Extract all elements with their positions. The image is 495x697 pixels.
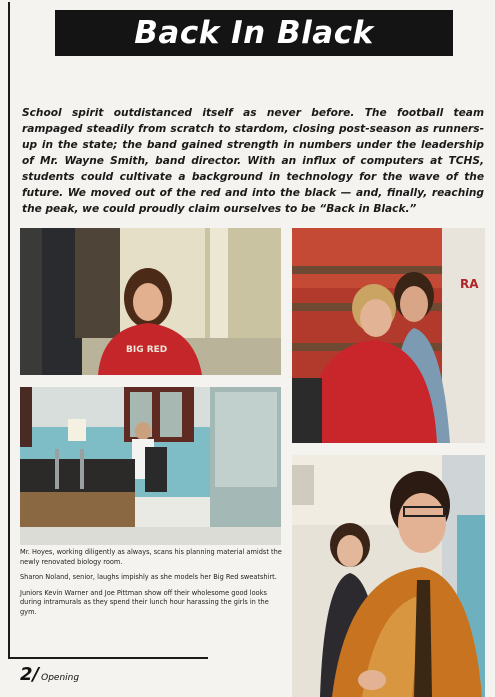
photo-girl-sweatshirt	[20, 228, 281, 375]
intro-paragraph: School spirit outdistanced itself as never before. The football team rampaged steadily from scratch to stardom, closing post-season as runners-up in the state; the band gained strength in numbers under the leadership of Mr. Wayne Smith, band director. With an influx of computers at TCHS, students could cultivate a background in technology for the wave of the future. We moved out of the red and into the black — and, finally, reaching the peak, we could proudly claim ourselves to be “Back in Black.”	[22, 107, 484, 215]
photo-students-gym	[292, 455, 485, 697]
photo-captions	[20, 548, 282, 623]
caption-sharon-noland: Sharon Noland, senior, laughs impishly as she models her Big Red sweatshirt.	[20, 573, 277, 581]
caption-teacher: Mr. Hoyes, working diligently as always, scans his planning material amidst the newly renovated biology room.	[20, 548, 282, 566]
page-title: Back In Black	[55, 10, 453, 56]
section-name: Opening	[41, 673, 80, 683]
page-number: 2/	[20, 664, 40, 685]
sweatshirt-lettering: BIG RED	[126, 345, 168, 355]
jersey-lettering: RA	[460, 277, 479, 291]
photo-boys-bleachers	[292, 228, 485, 443]
left-border-rule	[8, 2, 10, 659]
page-folio	[20, 664, 79, 685]
bottom-border-rule	[8, 657, 208, 659]
photo-teacher-biology-room	[20, 387, 281, 545]
caption-juniors: Juniors Kevin Warner and Joe Pittman show off their wholesome good looks during intramurals as they spend their lunch hour harassing the girls in the gym.	[20, 588, 269, 616]
